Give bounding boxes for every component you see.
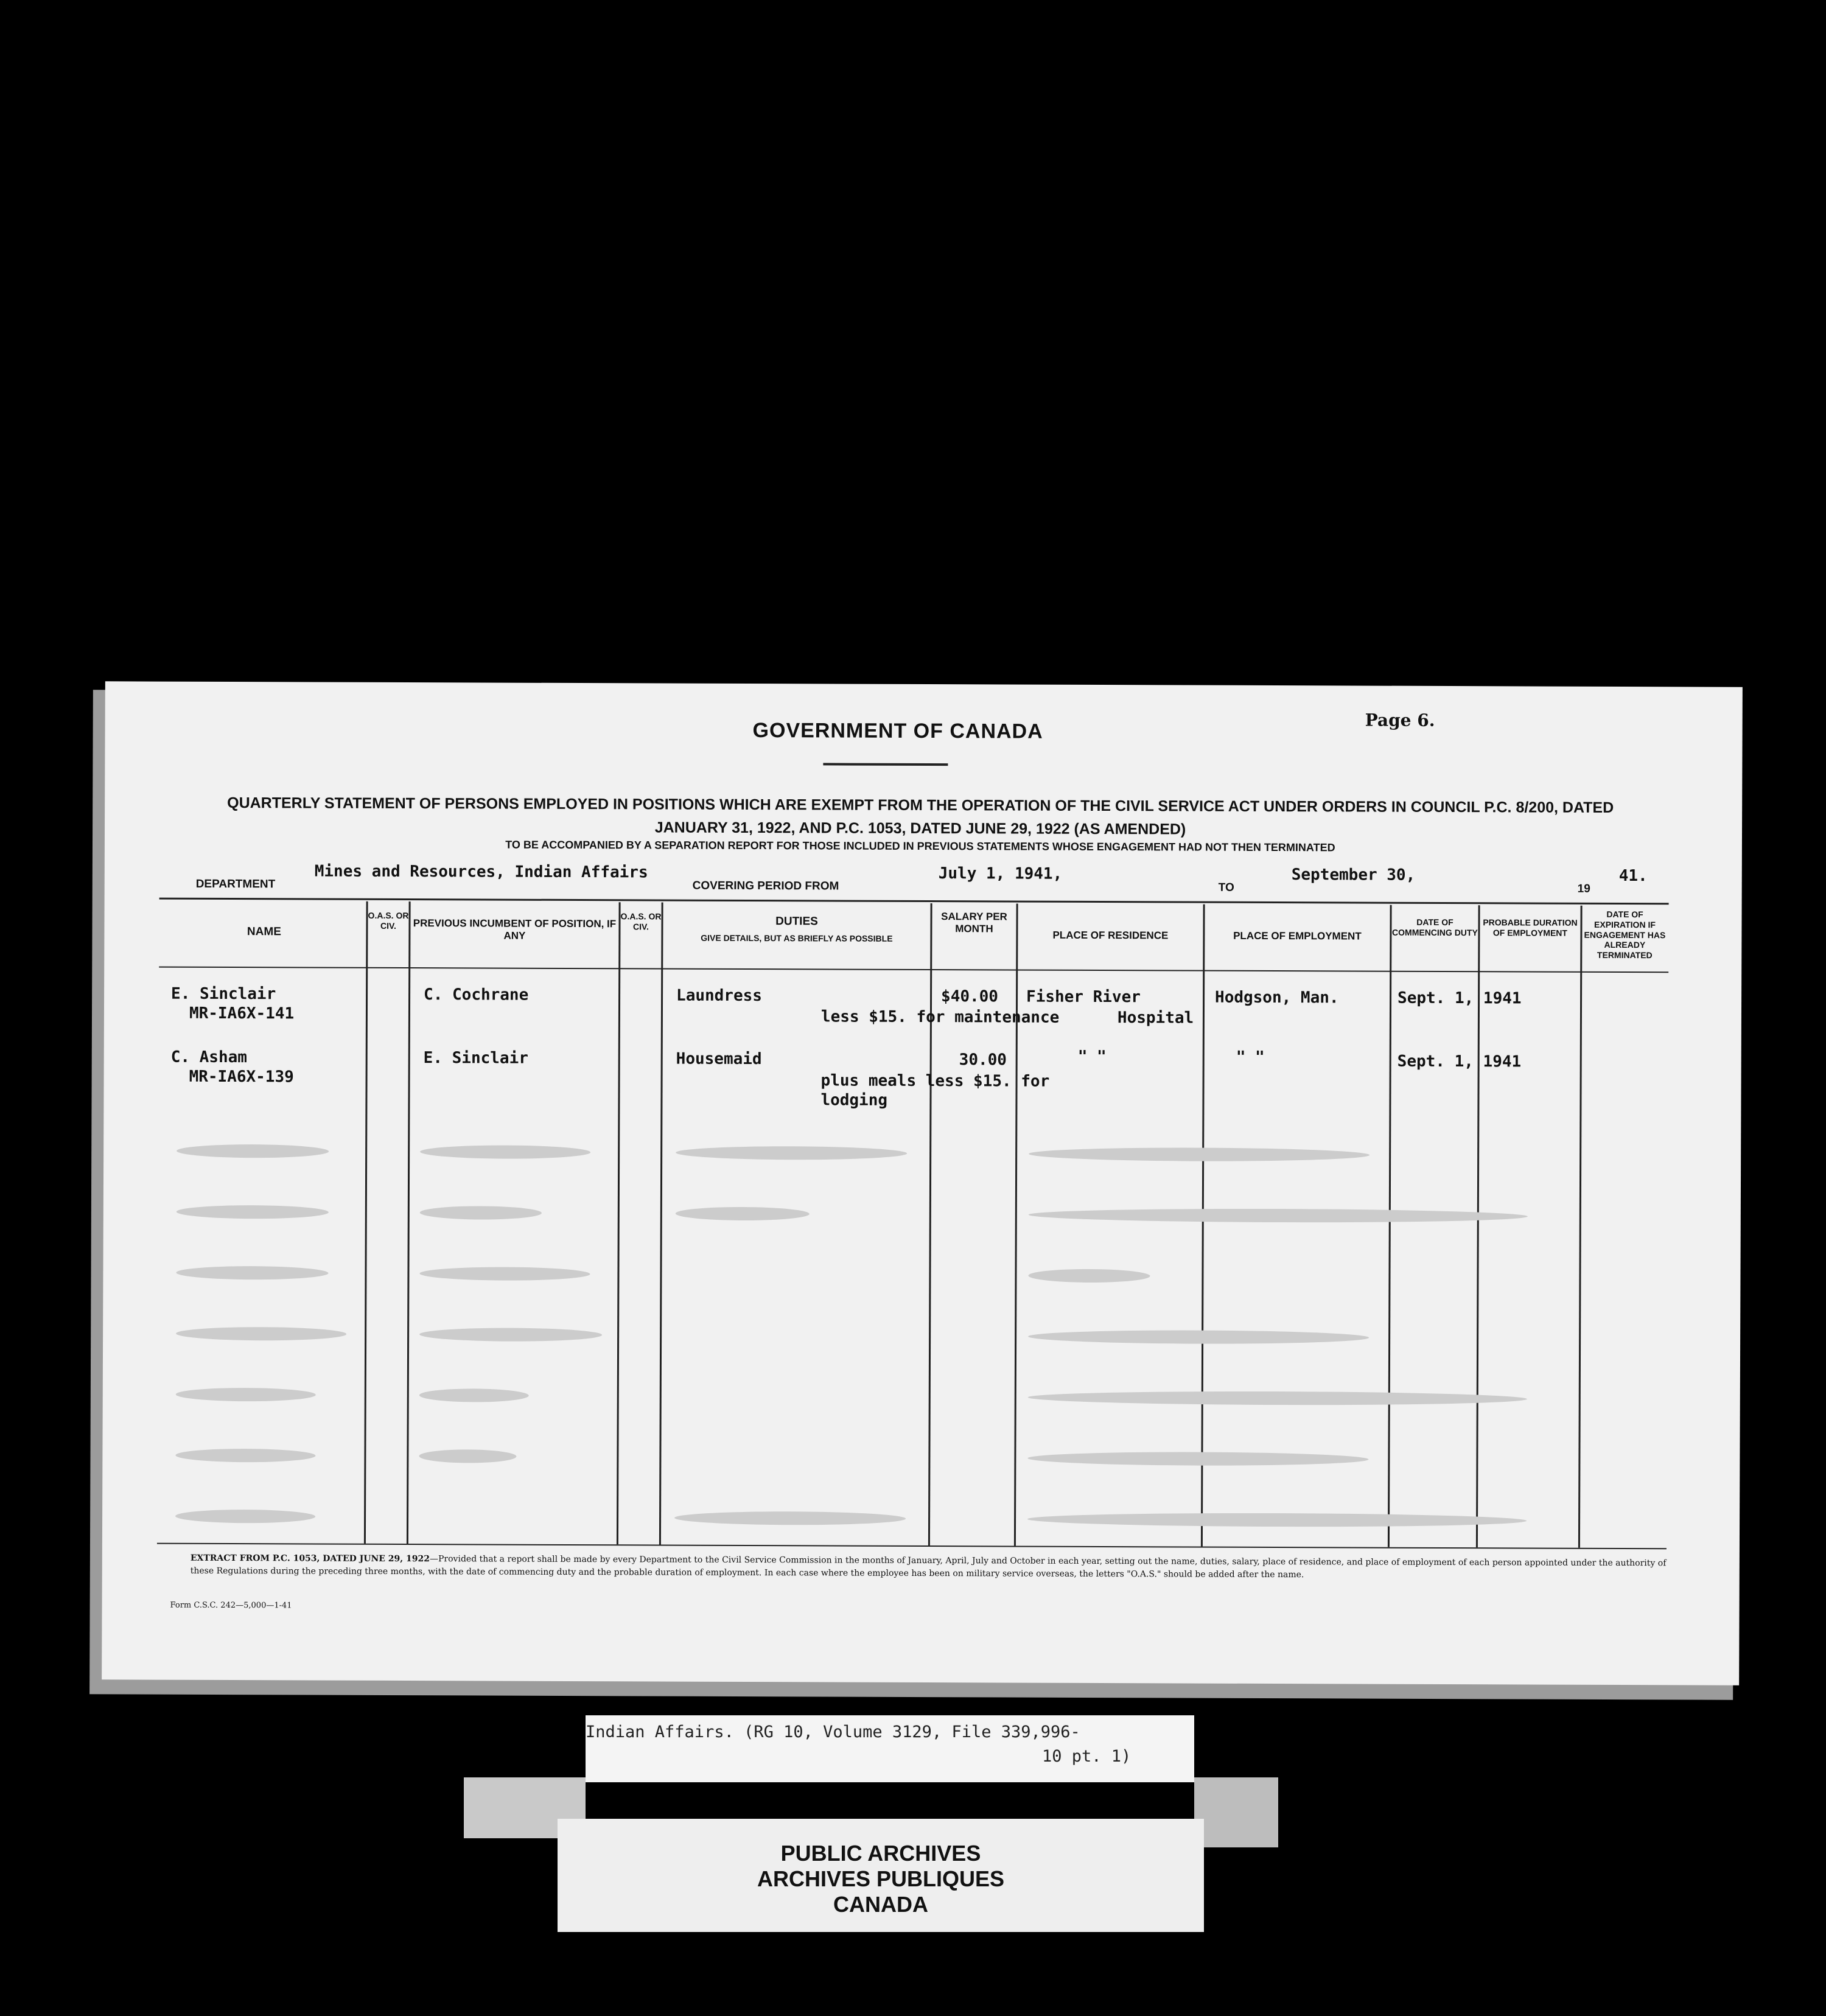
bleed-through-mark (676, 1146, 907, 1160)
row2-previous: E. Sinclair (423, 1049, 528, 1068)
column-header-duties: DUTIES (775, 915, 818, 928)
row2-note-2: lodging (820, 1091, 888, 1110)
column-header-salary: SALARY PER MONTH (941, 911, 1007, 935)
column-divider (617, 902, 621, 1544)
row2-salary: 30.00 (959, 1051, 1007, 1069)
bleed-through-mark (175, 1510, 315, 1524)
column-divider (1388, 905, 1392, 1547)
title-underline (823, 763, 948, 766)
column-header-duration: PROBABLE DURATION OF EMPLOYMENT (1483, 917, 1578, 938)
covering-period-label: COVERING PERIOD FROM (692, 879, 839, 893)
file-reference-line-2: 10 pt. 1) (1042, 1747, 1132, 1766)
bleed-through-mark (1028, 1391, 1527, 1406)
statement-heading: QUARTERLY STATEMENT OF PERSONS EMPLOYED IN POSITIONS WHICH ARE EXEMPT FROM THE OPERATION OF THE CIVIL SERVICE ACT UNDER ORDERS IN COUNCIL P.C. 8/200, DATED JANUARY 31, 1922, AND P.C. 1053, DATED JUNE 29, 1922 (AS AMENDED) (227, 794, 1614, 838)
mount-tape (1194, 1777, 1278, 1847)
bleed-through-mark (1029, 1208, 1528, 1223)
document-sheet (102, 681, 1743, 1685)
file-reference-line-1: Indian Affairs. (RG 10, Volume 3129, File 339,996- (586, 1723, 1080, 1741)
bleed-through-mark (674, 1511, 906, 1525)
bleed-through-mark (419, 1267, 590, 1281)
column-header-commencing: DATE OF COMMENCING DUTY (1392, 917, 1478, 937)
column-divider (364, 901, 368, 1544)
row1-duties: Laundress (676, 986, 763, 1006)
table-bottom-rule (157, 1543, 1667, 1550)
column-divider (407, 901, 411, 1544)
year-label: 19 (1577, 882, 1590, 895)
footnote-title: EXTRACT FROM P.C. 1053, DATED JUNE 29, 1922 (190, 1553, 430, 1564)
bleed-through-mark (176, 1327, 346, 1341)
column-header-oas: O.A.S. OR CIV. (368, 910, 409, 931)
bleed-through-mark (676, 1207, 810, 1221)
bleed-through-mark (175, 1449, 315, 1463)
row2-employment: " " (1236, 1048, 1265, 1066)
column-divider (1201, 905, 1205, 1547)
row1-note-2: Hospital (1117, 1009, 1194, 1027)
column-header-residence: PLACE OF RESIDENCE (1052, 929, 1169, 942)
bleed-through-mark (177, 1144, 329, 1158)
column-header-expiration: DATE OF EXPIRATION IF ENGAGEMENT HAS ALREADY TERMINATED (1584, 909, 1666, 961)
bleed-through-mark (419, 1388, 529, 1402)
row1-salary: $40.00 (941, 987, 999, 1006)
bleed-through-mark (1028, 1330, 1369, 1345)
period-to-value: September 30, (1291, 866, 1416, 884)
row1-note: less $15. for maintenance (820, 1007, 1060, 1027)
period-from-value: July 1, 1941, (938, 864, 1063, 883)
bleed-through-mark (420, 1145, 590, 1159)
archive-line-1: PUBLIC ARCHIVES (780, 1841, 981, 1866)
bleed-through-mark (177, 1205, 329, 1219)
row2-code: MR-IA6X-139 (189, 1067, 294, 1087)
year-value: 41. (1618, 866, 1648, 886)
row1-residence: Fisher River (1026, 987, 1141, 1007)
department-label: DEPARTMENT (195, 877, 276, 891)
column-divider (659, 903, 663, 1545)
column-header-employment: PLACE OF EMPLOYMENT (1233, 929, 1362, 942)
column-header-duties-sub: GIVE DETAILS, BUT AS BRIEFLY AS POSSIBLE (701, 933, 893, 943)
footnote-body: —Provided that a report shall be made by every Department to the Civil Service Commission in the months of January, April, July and October in each year, setting out the name, duties, salary, place of residence, and place of employment of each person appointed under the authority of these Regulations during the preceding three months, with the date of commencing duty and the probable duration of employment. In each case where the employee has been on military service overseas, the letters "O.A.S." should be added after the name. (190, 1554, 1667, 1580)
page-number: Page 6. (1365, 710, 1435, 730)
archive-line-2: ARCHIVES PUBLIQUES (757, 1866, 1005, 1891)
bleed-through-mark (1029, 1147, 1370, 1162)
department-value: Mines and Resources, Indian Affairs (314, 862, 648, 882)
table-top-rule (159, 898, 1669, 905)
bleed-through-mark (176, 1266, 328, 1280)
row1-previous: C. Cochrane (424, 985, 529, 1004)
statement-subheading: TO BE ACCOMPANIED BY A SEPARATION REPORT FOR THOSE INCLUDED IN PREVIOUS STATEMENTS WHOSE ENGAGEMENT HAD NOT THEN TERMINATED (505, 838, 1335, 854)
archive-label (558, 1819, 1204, 1932)
column-header-name: NAME (247, 925, 281, 939)
bleed-through-mark (1028, 1269, 1150, 1283)
form-number: Form C.S.C. 242—5,000—1-41 (170, 1600, 292, 1611)
row2-note: plus meals less $15. for (820, 1071, 1050, 1091)
row1-employment: Hodgson, Man. (1215, 988, 1339, 1007)
table-header-rule (159, 967, 1668, 973)
row1-commencing: Sept. 1, 1941 (1397, 989, 1522, 1008)
bleed-through-mark (176, 1388, 316, 1402)
row1-name: E. Sinclair (171, 984, 276, 1004)
bleed-through-mark (420, 1206, 542, 1220)
bleed-through-mark (1027, 1452, 1368, 1466)
row2-commencing: Sept. 1, 1941 (1397, 1052, 1522, 1071)
period-to-label: TO (1218, 881, 1234, 894)
column-divider (928, 903, 932, 1545)
document-title: GOVERNMENT OF CANADA (752, 719, 1043, 743)
row2-residence: " " (1077, 1047, 1107, 1066)
column-divider (1578, 906, 1583, 1548)
bleed-through-mark (419, 1449, 516, 1463)
column-header-previous-incumbent: PREVIOUS INCUMBENT OF POSITION, IF ANY (413, 917, 617, 942)
file-reference-stamp (586, 1715, 1194, 1782)
column-divider (1014, 904, 1018, 1546)
regulation-footnote (191, 1552, 1676, 1583)
column-header-oas: O.A.S. OR CIV. (620, 911, 662, 932)
bleed-through-mark (1027, 1513, 1527, 1528)
row2-duties: Housemaid (676, 1049, 762, 1069)
row2-name: C. Asham (170, 1048, 248, 1067)
bleed-through-mark (419, 1328, 602, 1342)
archive-line-3: CANADA (833, 1892, 928, 1917)
row1-code: MR-IA6X-141 (189, 1004, 295, 1023)
